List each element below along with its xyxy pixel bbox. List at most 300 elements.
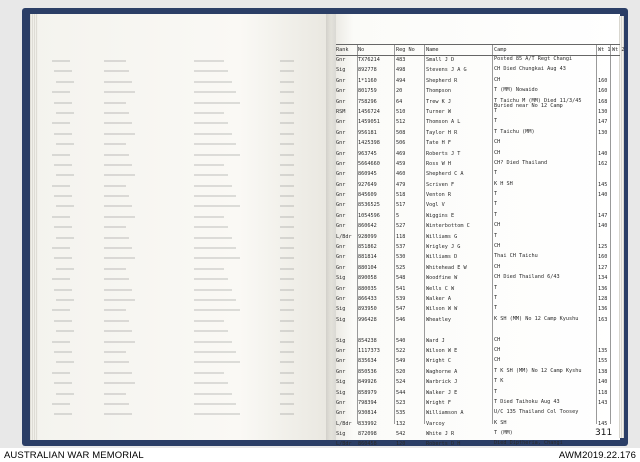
cell-reg-number: 120 xyxy=(396,441,406,448)
cell-number: 758296 xyxy=(358,98,377,105)
cell-number: 849926 xyxy=(358,379,377,386)
cell-number: 854238 xyxy=(358,337,377,344)
cell-camp: T xyxy=(494,191,498,198)
cell-weight: 125 xyxy=(598,244,608,251)
cell-camp: Thai CH Taichu xyxy=(494,253,538,260)
cell-rank: Gnr xyxy=(336,77,346,84)
cell-rank: Gnr xyxy=(336,347,346,354)
cell-number: 798394 xyxy=(358,399,377,406)
cell-name: Taylor H R xyxy=(426,129,458,136)
show-through-line xyxy=(44,337,320,347)
cell-name: Wheatley xyxy=(426,316,451,323)
cell-rank: Gnr xyxy=(336,295,346,302)
cell-rank: L/Bdr xyxy=(336,233,352,240)
show-through-line xyxy=(44,66,320,76)
cell-number: 996428 xyxy=(358,316,377,323)
cell-camp: CH xyxy=(494,263,501,270)
nominal-roll-ledger xyxy=(336,44,625,451)
show-through-line xyxy=(44,108,320,118)
cell-name: White J R xyxy=(426,431,455,438)
cell-number: 963745 xyxy=(358,150,377,157)
cell-weight: 140 xyxy=(598,223,608,230)
cell-camp: T xyxy=(494,211,498,218)
ledger-row xyxy=(336,357,620,367)
cell-weight: 130 xyxy=(598,129,608,136)
cell-reg-number: 459 xyxy=(396,160,406,167)
cell-name: Shepherd C A xyxy=(426,171,464,178)
cell-reg-number: 524 xyxy=(396,379,406,386)
ledger-row xyxy=(336,87,620,97)
header-reg-number: Reg No xyxy=(396,46,415,53)
cell-reg-number: 525 xyxy=(396,264,406,271)
show-through-line xyxy=(44,316,320,326)
cell-number: TX76214 xyxy=(358,57,380,63)
cell-camp: K SH xyxy=(494,419,507,426)
cell-rank: L/Bdr xyxy=(336,420,352,427)
cell-rank: Sig xyxy=(336,316,346,323)
ledger-row xyxy=(336,170,620,180)
cell-rank: Gnr xyxy=(336,264,346,271)
cell-camp: T (MM) Nowaido xyxy=(494,87,538,94)
cell-name: Turner W xyxy=(426,108,451,115)
cell-name: Williamson A xyxy=(426,410,464,417)
show-through-line xyxy=(44,326,320,336)
cell-number: 850536 xyxy=(358,368,377,375)
cell-name: Walker J E xyxy=(426,389,458,396)
cell-rank: Sig xyxy=(336,306,346,313)
cell-name: Warbrick J xyxy=(426,379,458,386)
show-through-line xyxy=(44,264,320,274)
show-through-line xyxy=(44,170,320,180)
cell-reg-number: 469 xyxy=(396,150,406,157)
ledger-row xyxy=(336,389,620,399)
cell-number: 881814 xyxy=(358,254,377,261)
cell-rank: Gnr xyxy=(336,285,346,292)
cell-number: 1459051 xyxy=(358,119,380,126)
ledger-row xyxy=(336,77,620,87)
cell-weight: 168 xyxy=(598,98,608,105)
cell-weight: 163 xyxy=(598,316,608,323)
cell-reg-number: 522 xyxy=(396,347,406,354)
ledger-block-2 xyxy=(336,337,620,451)
cell-camp: CH xyxy=(494,222,501,229)
ledger-row xyxy=(336,420,620,430)
cell-name: Thomson A L xyxy=(426,119,461,126)
cell-camp: CH xyxy=(494,357,501,364)
cell-reg-number: 510 xyxy=(396,108,406,115)
cell-reg-number: 530 xyxy=(396,254,406,261)
cell-camp: K H SH xyxy=(494,180,513,187)
cell-reg-number: 548 xyxy=(396,275,406,282)
show-through-line xyxy=(44,98,320,108)
cell-rank: Gnr xyxy=(336,358,346,365)
book-gutter xyxy=(326,14,336,440)
archive-caption: AUSTRALIAN WAR MEMORIAL xyxy=(4,450,144,461)
show-through-line xyxy=(44,118,320,128)
ledger-row xyxy=(336,337,620,347)
cell-weight: 136 xyxy=(598,285,608,292)
cell-reg-number: 508 xyxy=(396,129,406,136)
cell-name: Stevens J A G xyxy=(426,67,467,74)
cell-camp: T K xyxy=(494,378,504,385)
cell-name: Wiggins E xyxy=(426,212,455,219)
ledger-row xyxy=(336,139,620,149)
cell-weight: 143 xyxy=(598,399,608,406)
cell-camp: T xyxy=(494,232,498,239)
cell-rank: Gnr xyxy=(336,410,346,417)
cell-name: Ross W H xyxy=(426,160,451,167)
cell-weight: 118 xyxy=(598,389,608,396)
cell-number: 956181 xyxy=(358,129,377,136)
ledger-row xyxy=(336,212,620,222)
cell-weight: 128 xyxy=(598,295,608,302)
cell-camp: T (MM) xyxy=(494,430,513,437)
cell-name: Vogl V xyxy=(426,202,445,209)
cell-camp: T xyxy=(494,284,498,291)
cell-number: 5664660 xyxy=(358,160,380,167)
cell-weight: 127 xyxy=(598,264,608,271)
cell-name: Wilson W E xyxy=(426,347,458,354)
cell-number: 880035 xyxy=(358,285,377,292)
cell-name: Walker A xyxy=(426,295,451,302)
cell-rank: Gnr xyxy=(336,223,346,230)
cell-name: Woodfine W xyxy=(426,275,458,282)
ledger-block-1 xyxy=(336,56,620,326)
cell-rank: Gnr xyxy=(336,140,346,147)
show-through-line xyxy=(44,243,320,253)
ledger-row xyxy=(336,66,620,76)
header-camp: Camp xyxy=(494,46,507,53)
cell-rank: Gnr xyxy=(336,244,346,251)
header-weight-1: Wt 1 xyxy=(598,46,611,53)
cell-camp: T Taichu (MM) xyxy=(494,128,535,135)
ledger-row xyxy=(336,399,620,409)
cell-weight: 145 xyxy=(598,420,608,427)
show-through-line xyxy=(44,378,320,388)
cell-reg-number: 535 xyxy=(396,410,406,417)
cell-name: Trew K J xyxy=(426,98,451,105)
show-through-line xyxy=(44,409,320,419)
cell-number: 845609 xyxy=(358,192,377,199)
cell-name: Williams G xyxy=(426,233,458,240)
cell-name: Whitehead E W xyxy=(426,264,467,271)
handwritten-page-number: 311 xyxy=(595,428,613,438)
ledger-row xyxy=(336,56,620,66)
cell-number: 880104 xyxy=(358,264,377,271)
cell-reg-number: 132 xyxy=(396,420,406,427)
cell-name: Roberts J T xyxy=(426,150,461,157)
show-through-line xyxy=(44,368,320,378)
cell-camp: U/C 135 Thailand Col Toosey xyxy=(494,409,579,416)
cell-camp: T xyxy=(494,294,498,301)
header-number: No xyxy=(358,46,365,53)
cell-camp: CH xyxy=(494,149,501,156)
show-through-line xyxy=(44,150,320,160)
show-through-line xyxy=(44,212,320,222)
show-through-line xyxy=(44,77,320,87)
ledger-row xyxy=(336,191,620,201)
ledger-row xyxy=(336,129,620,139)
cell-camp: CH xyxy=(494,243,501,250)
cell-weight: 138 xyxy=(598,368,608,375)
cell-name: Waghorne A xyxy=(426,368,458,375)
cell-camp: T Taichu M (MM) Died 11/3/45 Buried near No 12 Camp xyxy=(494,97,582,110)
show-through-line xyxy=(44,389,320,399)
show-through-line xyxy=(44,139,320,149)
show-through-line xyxy=(44,222,320,232)
cell-weight: 145 xyxy=(598,181,608,188)
cell-number: 893950 xyxy=(358,306,377,313)
cell-reg-number: 506 xyxy=(396,140,406,147)
cell-rank: L/Bdr xyxy=(336,441,352,448)
cell-name: Wright C xyxy=(426,358,451,365)
cell-reg-number: 460 xyxy=(396,171,406,178)
cell-rank: RSM xyxy=(336,108,346,115)
cell-weight: 135 xyxy=(598,347,608,354)
ledger-row xyxy=(336,430,620,440)
cell-number: 927649 xyxy=(358,181,377,188)
show-through-line xyxy=(44,285,320,295)
ledger-row xyxy=(336,98,620,108)
cell-reg-number: 523 xyxy=(396,399,406,406)
cell-name: Tate H F xyxy=(426,140,451,147)
show-through-line xyxy=(44,347,320,357)
ledger-row xyxy=(336,316,620,326)
cell-number: 833992 xyxy=(358,420,377,427)
cell-name: Roberts D H xyxy=(426,441,461,448)
show-through-line xyxy=(44,201,320,211)
cell-weight: 162 xyxy=(598,160,608,167)
cell-camp: T xyxy=(494,305,498,312)
cell-name: Wright F xyxy=(426,399,451,406)
cell-camp: CH Died Chungkai Aug 43 xyxy=(494,66,566,73)
cell-reg-number: 540 xyxy=(396,337,406,344)
cell-reg-number: 483 xyxy=(396,57,406,63)
ledger-row xyxy=(336,118,620,128)
cell-rank: Gnr xyxy=(336,192,346,199)
show-through-line xyxy=(44,305,320,315)
ledger-row xyxy=(336,108,620,118)
cell-number: 928099 xyxy=(358,233,377,240)
cell-number: 835634 xyxy=(358,358,377,365)
cell-name: Ward J xyxy=(426,337,445,344)
ledger-block-gap xyxy=(336,326,620,336)
cell-camp: CH xyxy=(494,76,501,83)
cell-rank: Sig xyxy=(336,431,346,438)
cell-weight: 140 xyxy=(598,379,608,386)
cell-name: Wrigley J G xyxy=(426,244,461,251)
ledger-row xyxy=(336,150,620,160)
ledger-row xyxy=(336,233,620,243)
cell-camp: CH Died Thailand 6/43 xyxy=(494,274,560,281)
ledger-row xyxy=(336,285,620,295)
cell-reg-number: 541 xyxy=(396,285,406,292)
cell-camp: CH xyxy=(494,139,501,146)
cell-rank: Gnr xyxy=(336,202,346,209)
cell-name: Varcoy xyxy=(426,420,445,427)
cell-number: 1456724 xyxy=(358,108,380,115)
cell-number: 8536525 xyxy=(358,202,380,209)
cell-rank: Gnr xyxy=(336,254,346,261)
ledger-row xyxy=(336,409,620,419)
ledger-row xyxy=(336,305,620,315)
cell-camp: T K SH (MM) No 12 Camp Kyshu xyxy=(494,367,582,374)
show-through-line xyxy=(44,191,320,201)
cell-reg-number: 539 xyxy=(396,295,406,302)
cell-rank: Gnr xyxy=(336,88,346,95)
show-through-line xyxy=(44,160,320,170)
cell-reg-number: 512 xyxy=(396,119,406,126)
cell-rank: Gnr xyxy=(336,399,346,406)
cell-camp: Posted 85 A/T Regt Changi xyxy=(494,56,573,62)
cell-rank: Sig xyxy=(336,337,346,344)
cell-reg-number: 537 xyxy=(396,244,406,251)
cell-camp: T xyxy=(494,107,498,114)
cell-weight: 140 xyxy=(598,192,608,199)
show-through-line xyxy=(44,357,320,367)
cell-number: 851862 xyxy=(358,244,377,251)
cell-rank: Gnr xyxy=(336,160,346,167)
ledger-row xyxy=(336,378,620,388)
show-through-line xyxy=(44,253,320,263)
show-through-line xyxy=(44,233,320,243)
show-through-line xyxy=(44,181,320,191)
show-through-line xyxy=(44,399,320,409)
cell-name: Shepherd R xyxy=(426,77,458,84)
cell-number: 1425398 xyxy=(358,140,380,147)
archive-accession-number: AWM2019.22.176 xyxy=(558,450,636,461)
cell-weight: 134 xyxy=(598,275,608,282)
cell-number: 1*1160 xyxy=(358,77,377,84)
cell-rank: Sig xyxy=(336,389,346,396)
header-rank: Rank xyxy=(336,46,349,53)
ledger-row xyxy=(336,368,620,378)
cell-reg-number: 5 xyxy=(396,212,400,219)
cell-name: Scriven F xyxy=(426,181,455,188)
cell-name: Wells C W xyxy=(426,285,455,292)
ledger-row xyxy=(336,253,620,263)
cell-reg-number: 64 xyxy=(396,98,403,105)
cell-number: 890058 xyxy=(358,275,377,282)
cell-camp: CH? Died Thailand xyxy=(494,159,548,166)
cell-rank: Gnr xyxy=(336,98,346,105)
cell-reg-number: 498 xyxy=(396,67,406,74)
cell-camp: T xyxy=(494,201,498,208)
cell-reg-number: 118 xyxy=(396,233,406,240)
cell-reg-number: 520 xyxy=(396,368,406,375)
cell-weight: 140 xyxy=(598,150,608,157)
header-name: Name xyxy=(426,46,439,53)
cell-camp: K SH (MM) No 12 Camp Kyushu xyxy=(494,315,579,322)
left-page-edges xyxy=(30,14,38,440)
ledger-row xyxy=(336,160,620,170)
cell-reg-number: 494 xyxy=(396,77,406,84)
cell-rank: Sig xyxy=(336,67,346,74)
left-page-show-through xyxy=(44,56,320,426)
cell-weight: 155 xyxy=(598,358,608,365)
cell-rank: Gnr xyxy=(336,57,346,63)
show-through-line xyxy=(44,87,320,97)
cell-name: Venton R xyxy=(426,192,451,199)
ledger-header-row xyxy=(336,44,625,56)
cell-name: Small J D xyxy=(426,57,455,63)
cell-weight: 160 xyxy=(598,254,608,261)
cell-rank: Gnr xyxy=(336,150,346,157)
ledger-row xyxy=(336,222,620,232)
cell-number: 858979 xyxy=(358,389,377,396)
cell-reg-number: 518 xyxy=(396,192,406,199)
cell-reg-number: 546 xyxy=(396,316,406,323)
cell-camp: CH xyxy=(494,336,501,343)
ledger-row xyxy=(336,295,620,305)
cell-camp: T xyxy=(494,118,498,125)
cell-reg-number: 527 xyxy=(396,223,406,230)
cell-rank: Gnr xyxy=(336,368,346,375)
cell-number: 860642 xyxy=(358,223,377,230)
cell-reg-number: 20 xyxy=(396,88,403,95)
cell-reg-number: 517 xyxy=(396,202,406,209)
cell-reg-number: 544 xyxy=(396,389,406,396)
cell-camp: T xyxy=(494,170,498,177)
cell-number: 866433 xyxy=(358,295,377,302)
cell-weight: 160 xyxy=(598,77,608,84)
cell-rank: Gnr xyxy=(336,119,346,126)
cell-rank: Sig xyxy=(336,275,346,282)
cell-number: 872098 xyxy=(358,431,377,438)
cell-camp: T Died Taihoku Aug 43 xyxy=(494,398,560,405)
cell-rank: Gnr xyxy=(336,129,346,136)
cell-camp: T xyxy=(494,388,498,395)
cell-reg-number: 549 xyxy=(396,358,406,365)
ledger-row xyxy=(336,347,620,357)
cell-camp: Died Diptheria, Changi xyxy=(494,440,563,447)
cell-rank: Gnr xyxy=(336,171,346,178)
show-through-line xyxy=(44,129,320,139)
header-weight-2: Wt 2 xyxy=(612,46,625,53)
cell-weight: 147 xyxy=(598,119,608,126)
cell-reg-number: 479 xyxy=(396,181,406,188)
cell-camp: CH xyxy=(494,346,501,353)
cell-rank: Gnr xyxy=(336,212,346,219)
ledger-row xyxy=(336,274,620,284)
cell-number: 892778 xyxy=(358,67,377,74)
cell-name: Williams D xyxy=(426,254,458,261)
cell-reg-number: 547 xyxy=(396,306,406,313)
cell-rank: Sig xyxy=(336,379,346,386)
cell-weight: 160 xyxy=(598,88,608,95)
cell-number: 930814 xyxy=(358,410,377,417)
cell-rank: Gnr xyxy=(336,181,346,188)
ledger-row xyxy=(336,201,620,211)
cell-name: Wilson W W xyxy=(426,306,458,313)
ledger-row xyxy=(336,243,620,253)
cell-number: 1054596 xyxy=(358,212,380,219)
ledger-row xyxy=(336,181,620,191)
cell-number: 1117373 xyxy=(358,347,380,354)
cell-weight: 147 xyxy=(598,212,608,219)
cell-weight: 136 xyxy=(598,306,608,313)
cell-name: Thompson xyxy=(426,88,451,95)
show-through-line xyxy=(44,295,320,305)
ledger-row xyxy=(336,264,620,274)
cell-reg-number: 542 xyxy=(396,431,406,438)
show-through-line xyxy=(44,274,320,284)
cell-number: 860945 xyxy=(358,171,377,178)
cell-name: Winterbottom C xyxy=(426,223,470,230)
cell-weight: 130 xyxy=(598,108,608,115)
show-through-line xyxy=(44,56,320,66)
cell-number: 801759 xyxy=(358,88,377,95)
